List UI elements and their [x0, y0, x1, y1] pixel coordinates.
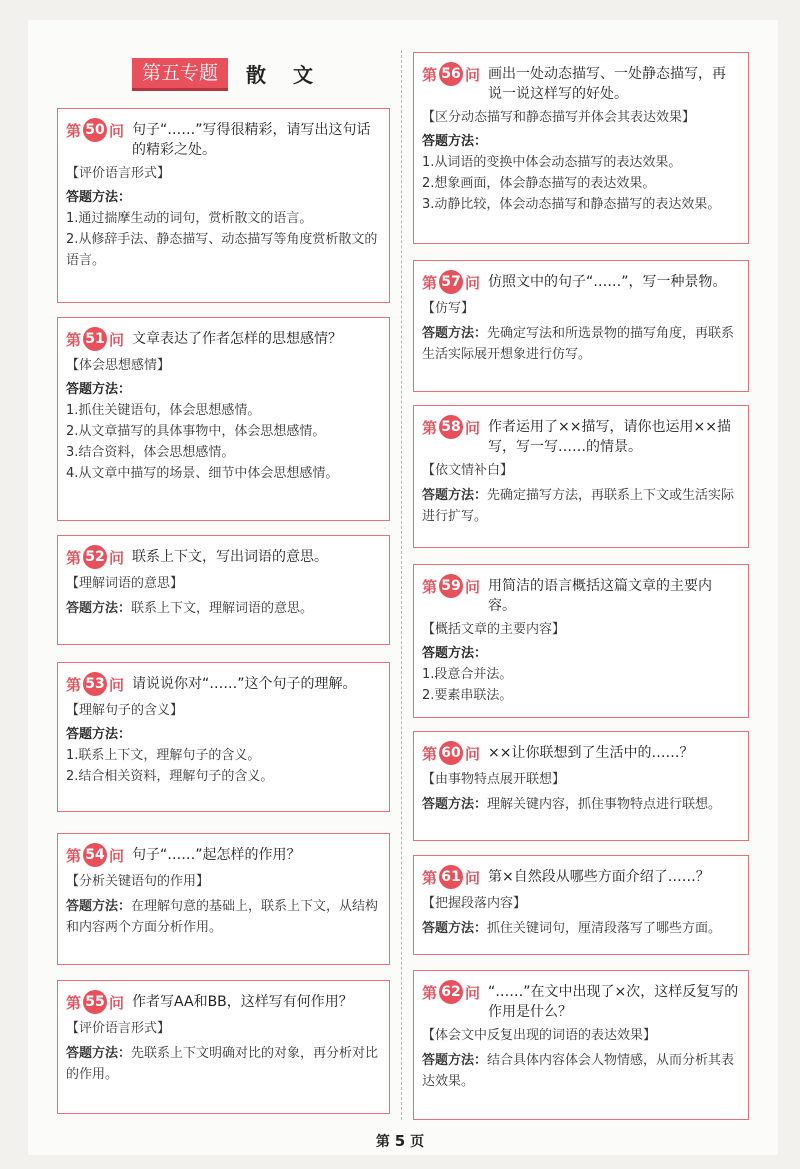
method-label: 答题方法：	[66, 382, 132, 397]
method-text: 答题方法：结合具体内容体会人物情感，从而分析其表达效果。	[422, 1053, 735, 1089]
page-number: 第 5 页	[375, 1132, 425, 1150]
method-line: 4.从文章中描写的场景、细节中体会思想感情。	[66, 466, 339, 481]
method-line: 1.联系上下文，理解句子的含义。	[66, 748, 261, 763]
question-text: 画出一处动态描写、一处静态描写，再说一说这样写的好处。	[488, 66, 727, 102]
question-text: ××让你联想到了生活中的……？	[488, 745, 694, 761]
method-line: 1.通过揣摩生动的词句，赏析散文的语言。	[66, 211, 313, 226]
method-text: 答题方法：抓住关键词句，厘清段落写了哪些方面。	[422, 921, 722, 936]
question-type: 【区分动态描写和静态描写并体会其表达效果】	[422, 110, 696, 125]
method-text: 答题方法：联系上下文，理解词语的意思。	[66, 601, 314, 616]
question-text: 用简洁的语言概括这篇文章的主要内容。	[488, 578, 713, 614]
question-badge: 第 54 问	[66, 842, 124, 868]
question-card-60	[413, 731, 749, 841]
question-card-54	[57, 833, 390, 965]
method-label: 答题方法：	[422, 326, 488, 341]
question-badge: 第 57 问	[422, 269, 480, 295]
method-label: 答题方法：	[422, 488, 488, 503]
method-line: 2.想象画面，体会静态描写的表达效果。	[422, 176, 656, 191]
method-line: 2.从修辞手法、静态描写、动态描写等角度赏析散文的语言。	[66, 232, 378, 268]
question-card-55	[57, 980, 390, 1114]
question-card-50	[57, 108, 390, 303]
question-badge: 第 61 问	[422, 864, 480, 890]
question-card-62	[413, 970, 749, 1120]
method-label: 答题方法：	[66, 899, 132, 914]
method-text: 答题方法：先联系上下文明确对比的对象，再分析对比的作用。	[66, 1046, 379, 1082]
method-line: 2.要素串联法。	[422, 688, 513, 703]
question-text: 请说说你对“……”这个句子的理解。	[132, 676, 357, 692]
method-line: 1.从词语的变换中体会动态描写的表达效果。	[422, 155, 682, 170]
question-text: 作者写AA和BB，这样写有何作用？	[132, 994, 353, 1010]
question-badge: 第 56 问	[422, 61, 480, 87]
method-line: 1.抓住关键语句，体会思想感情。	[66, 403, 261, 418]
question-text: 联系上下文，写出词语的意思。	[132, 549, 329, 565]
method-line: 2.结合相关资料，理解句子的含义。	[66, 769, 274, 784]
question-card-57	[413, 260, 749, 392]
method-line: 3.结合资料，体会思想感情。	[66, 445, 235, 460]
question-card-51	[57, 317, 390, 521]
question-type: 【由事物特点展开联想】	[422, 772, 566, 787]
method-label: 答题方法：	[422, 1053, 488, 1068]
method-label: 答题方法：	[66, 727, 132, 742]
section-header	[132, 58, 323, 88]
question-text: 第×自然段从哪些方面介绍了……？	[488, 869, 710, 885]
method-text: 答题方法：先确定描写方法，再联系上下文或生活实际进行扩写。	[422, 488, 735, 524]
method-label: 答题方法：	[422, 134, 488, 149]
question-type: 【把握段落内容】	[422, 896, 527, 911]
section-title: 散 文	[246, 62, 323, 87]
question-badge: 第 51 问	[66, 326, 124, 352]
method-line: 1.段意合并法。	[422, 667, 513, 682]
question-type: 【理解词语的意思】	[66, 576, 184, 591]
question-type: 【分析关键语句的作用】	[66, 874, 210, 889]
column-divider	[401, 50, 402, 1120]
method-label: 答题方法：	[422, 797, 488, 812]
method-line: 3.动静比较，体会动态描写和静态描写的表达效果。	[422, 197, 721, 212]
method-text: 答题方法：先确定写法和所选景物的描写角度，再联系生活实际展开想象进行仿写。	[422, 326, 735, 362]
question-type: 【依文情补白】	[422, 463, 514, 478]
method-text: 答题方法：理解关键内容，抓住事物特点进行联想。	[422, 797, 722, 812]
question-badge: 第 55 问	[66, 989, 124, 1015]
question-card-61	[413, 855, 749, 955]
method-label: 答题方法：	[422, 921, 488, 936]
method-label: 答题方法：	[66, 190, 132, 205]
question-badge: 第 59 问	[422, 573, 480, 599]
method-label: 答题方法：	[66, 1046, 132, 1061]
question-text: 文章表达了作者怎样的思想感情？	[132, 331, 343, 347]
question-text: 作者运用了××描写，请你也运用××描写，写一写……的情景。	[488, 419, 731, 455]
question-badge: 第 60 问	[422, 740, 480, 766]
question-badge: 第 52 问	[66, 544, 124, 570]
question-badge: 第 53 问	[66, 671, 124, 697]
question-badge: 第 58 问	[422, 414, 480, 440]
question-text: 句子“……”写得很精彩，请写出这句话的精彩之处。	[132, 122, 371, 158]
question-text: 仿照文中的句子“……”，写一种景物。	[488, 274, 727, 290]
question-type: 【体会思想感情】	[66, 358, 171, 373]
method-text: 答题方法：在理解句意的基础上，联系上下文，从结构和内容两个方面分析作用。	[66, 899, 379, 935]
question-badge: 第 62 问	[422, 979, 480, 1005]
question-type: 【概括文章的主要内容】	[422, 622, 566, 637]
question-card-59	[413, 564, 749, 718]
question-card-53	[57, 662, 390, 812]
question-text: “……”在文中出现了×次，这样反复写的作用是什么？	[488, 984, 739, 1020]
question-type: 【评价语言形式】	[66, 1021, 171, 1036]
question-card-52	[57, 535, 390, 645]
section-tag: 第五专题	[132, 58, 228, 88]
question-type: 【理解句子的含义】	[66, 703, 184, 718]
question-card-56	[413, 52, 749, 244]
method-line: 2.从文章描写的具体事物中，体会思想感情。	[66, 424, 326, 439]
question-text: 句子“……”起怎样的作用？	[132, 847, 301, 863]
question-type: 【体会文中反复出现的词语的表达效果】	[422, 1028, 657, 1043]
question-type: 【评价语言形式】	[66, 166, 171, 181]
question-badge: 第 50 问	[66, 117, 124, 143]
method-label: 答题方法：	[422, 646, 488, 661]
question-type: 【仿写】	[422, 301, 475, 316]
question-card-58	[413, 405, 749, 548]
method-label: 答题方法：	[66, 601, 132, 616]
